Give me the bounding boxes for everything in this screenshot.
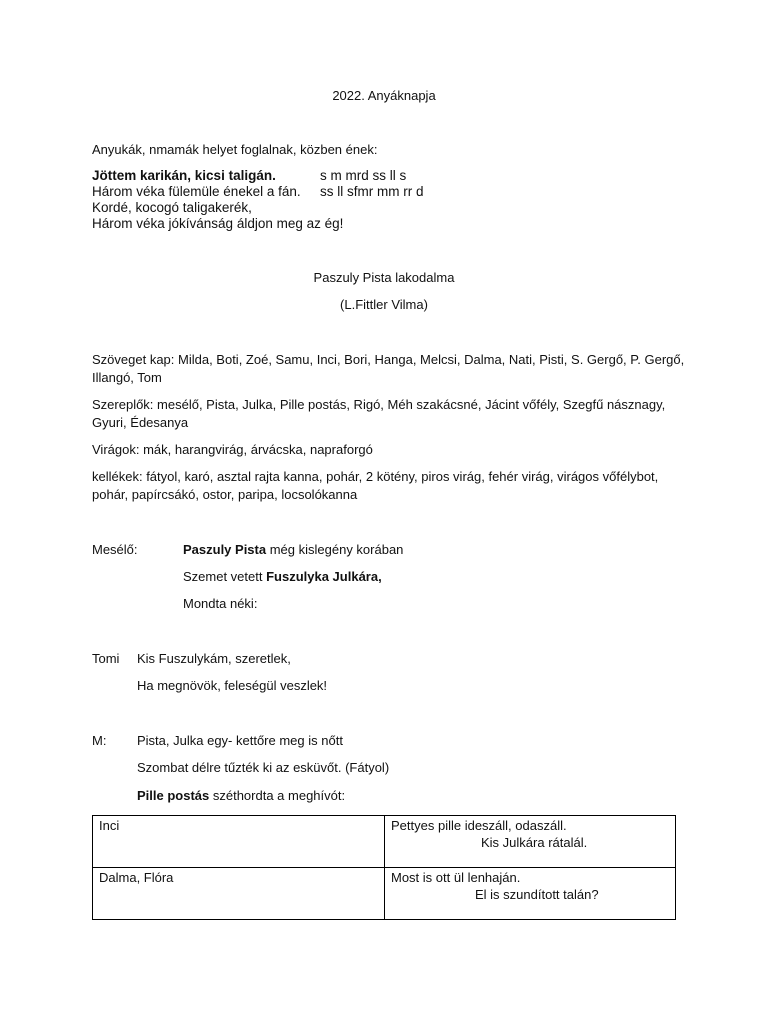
play-title: Paszuly Pista lakodalma	[313, 270, 455, 285]
narrator-line-2	[183, 569, 382, 584]
song-line-1: Jöttem karikán, kicsi taligán.	[92, 168, 276, 183]
table-row	[93, 816, 676, 868]
m-line-1: Pista, Julka egy- kettőre meg is nőtt	[137, 733, 343, 748]
intro-text: Anyukák, nmamák helyet foglalnak, közben ének:	[92, 142, 378, 157]
table-text-line-2: Kis Julkára rátalál.	[481, 835, 588, 850]
table-row	[93, 868, 676, 920]
play-author: (L.Fittler Vilma)	[340, 297, 428, 312]
m-line-3-bold: Pille postás	[137, 788, 210, 803]
table-text-line-2: El is szundított talán?	[475, 887, 599, 902]
characters-line-2: Gyuri, Édesanya	[92, 415, 189, 430]
m-label: M:	[92, 733, 107, 748]
tomi-line-1: Kis Fuszulykám, szeretlek,	[137, 651, 291, 666]
table-cell-speaker: Dalma, Flóra	[93, 868, 385, 920]
table-text-line-1: Pettyes pille ideszáll, odaszáll.	[391, 818, 567, 833]
m-line-3-rest: széthordta a meghívót:	[209, 788, 346, 803]
narrator-label: Mesélő:	[92, 542, 138, 557]
table-text-line-1: Most is ott ül lenhaján.	[391, 870, 521, 885]
cast-text-line-1: Szöveget kap: Milda, Boti, Zoé, Samu, Inci, Bori, Hanga, Melcsi, Dalma, Nati, Pisti, S. Gergő, P. Gergő,	[92, 352, 685, 367]
document-title: 2022. Anyáknapja	[332, 88, 436, 103]
dialogue-table	[92, 815, 676, 920]
tomi-label: Tomi	[92, 651, 120, 666]
song-line-2: Három véka fülemüle énekel a fán.	[92, 184, 301, 199]
table-cell-speaker: Inci	[93, 816, 385, 868]
table-cell-text	[385, 816, 676, 868]
m-line-2: Szombat délre tűzték ki az esküvőt. (Fátyol)	[137, 760, 390, 775]
props-line-2: pohár, papírcsákó, ostor, paripa, locsolókanna	[92, 487, 358, 502]
characters-line-1: Szereplők: mesélő, Pista, Julka, Pille postás, Rigó, Méh szakácsné, Jácint vőfély, Szegfű násznagy,	[92, 397, 666, 412]
song-line-3: Kordé, kocogó taligakerék,	[92, 200, 252, 215]
narrator-line-2-bold: Fuszulyka Julkára,	[266, 569, 382, 584]
table-cell-text	[385, 868, 676, 920]
narrator-line-1-bold: Paszuly Pista	[183, 542, 267, 557]
song-notes-2: ss ll sfmr mm rr d	[320, 184, 424, 199]
narrator-line-3: Mondta néki:	[183, 596, 258, 611]
flowers-line: Virágok: mák, harangvirág, árvácska, napraforgó	[92, 442, 373, 457]
narrator-line-2-start: Szemet vetett	[183, 569, 267, 584]
m-line-3	[137, 788, 345, 803]
cast-text-line-2: Illangó, Tom	[92, 370, 162, 385]
song-notes-1: s m mrd ss ll s	[320, 168, 407, 183]
narrator-line-1-rest: még kislegény korában	[266, 542, 404, 557]
song-line-4: Három véka jókívánság áldjon meg az ég!	[92, 216, 344, 231]
props-line-1: kellékek: fátyol, karó, asztal rajta kanna, pohár, 2 kötény, piros virág, fehér virág, virágos vőfélybot,	[92, 469, 659, 484]
tomi-line-2: Ha megnövök, feleségül veszlek!	[137, 678, 328, 693]
narrator-line-1	[183, 542, 403, 557]
